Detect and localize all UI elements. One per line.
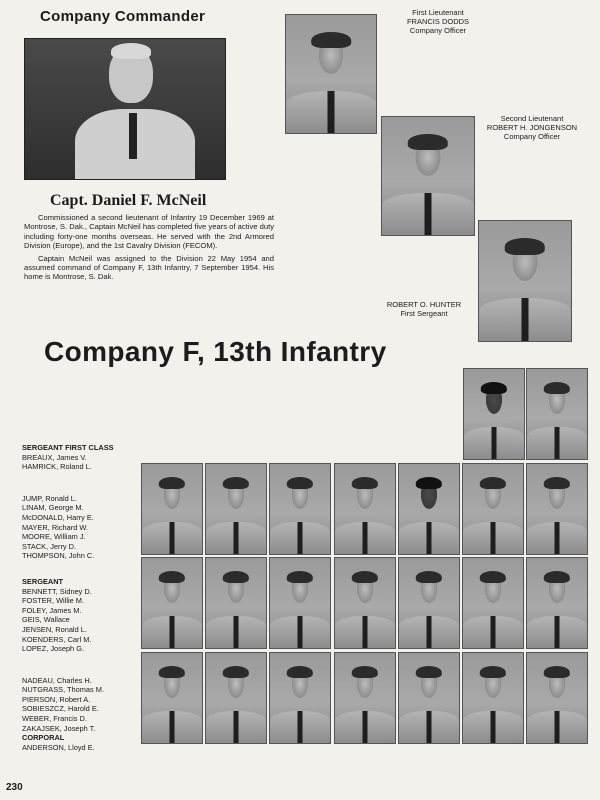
officer-photo-jongenson	[381, 116, 475, 236]
officer-caption-jongenson	[482, 114, 582, 141]
officer-name: ROBERT O. HUNTER	[386, 300, 462, 309]
roster-group	[22, 443, 140, 472]
roster-name: BENNETT, Sidney D.	[22, 586, 92, 596]
member-photo	[526, 652, 588, 744]
officer-caption-hunter	[378, 300, 470, 318]
member-photo	[398, 463, 460, 555]
officer-role: Company Officer	[409, 26, 467, 35]
officer-photo-dodds	[285, 14, 377, 134]
member-photo	[141, 557, 203, 649]
roster-name: McDONALD, Harry E.	[22, 512, 94, 522]
member-photo	[205, 652, 267, 744]
roster-rank-header: CORPORAL	[22, 733, 65, 743]
roster-name: ZAKAJSEK, Joseph T.	[22, 723, 96, 733]
member-photo	[269, 463, 331, 555]
roster-name: GEIS, Wallace	[22, 615, 70, 625]
roster-group	[22, 676, 140, 734]
roster-name: LINAM, George M.	[22, 503, 84, 513]
member-photo	[526, 368, 588, 460]
roster-group	[22, 577, 140, 654]
member-photo	[398, 557, 460, 649]
member-photo	[269, 652, 331, 744]
member-photo	[462, 652, 524, 744]
officer-rank: Second Lieutenant	[500, 114, 564, 123]
unit-title: Company F, 13th Infantry	[44, 336, 387, 367]
roster-name: PIERSON, Robert A.	[22, 694, 91, 704]
officer-name: ROBERT H. JONGENSON	[486, 123, 578, 132]
roster-name: FOLEY, James M.	[22, 605, 82, 615]
roster-name: MAYER, Richard W.	[22, 522, 88, 532]
roster-name: WEBER, Francis D.	[22, 714, 87, 724]
roster-name: FOSTER, Willie M.	[22, 596, 84, 606]
roster-name: MOORE, William J.	[22, 532, 86, 542]
member-photo	[334, 557, 396, 649]
member-photo	[205, 463, 267, 555]
commander-bio	[24, 213, 274, 285]
roster-name: ANDERSON, Lloyd E.	[22, 742, 95, 752]
roster-rank-header: SERGEANT	[22, 576, 64, 586]
roster-name: SOBIESZCZ, Harold E.	[22, 704, 99, 714]
officer-photo-hunter	[478, 220, 572, 342]
member-photo	[141, 652, 203, 744]
bio-paragraph: Commissioned a second lieutenant of Infantry 19 December 1969 at Montrose, S. Dak., Captain McNeil has completed five years of active duty including forty-one months overseas. He served with the 2nd Armored Division (Europe), and the 1st Cavalry Division (FECOM).	[24, 213, 274, 251]
roster-name: JENSEN, Ronald L.	[22, 624, 87, 634]
roster-name: BREAUX, James V.	[22, 452, 87, 462]
roster-group	[22, 733, 140, 752]
roster-name: KOENDERS, Carl M.	[22, 634, 92, 644]
roster-name: NUTGRASS, Thomas M.	[22, 685, 104, 695]
roster-name: LOPEZ, Joseph G.	[22, 644, 85, 654]
roster-rank-header: SERGEANT FIRST CLASS	[22, 443, 114, 452]
roster-group	[22, 494, 140, 561]
member-photo	[463, 368, 525, 460]
commander-photo	[24, 38, 226, 180]
officer-role: First Sergeant	[400, 309, 448, 318]
member-photo	[141, 463, 203, 555]
roster-name: NADEAU, Charles H.	[22, 675, 92, 685]
roster-name: THOMPSON, John C.	[22, 551, 95, 561]
roster-name: STACK, Jerry D.	[22, 541, 77, 551]
member-photo	[269, 557, 331, 649]
roster-name: HAMRICK, Roland L.	[22, 462, 92, 472]
commander-name: Capt. Daniel F. McNeil	[50, 192, 207, 209]
commander-heading: Company Commander	[40, 8, 206, 25]
member-photo	[334, 652, 396, 744]
officer-caption-dodds	[388, 8, 488, 35]
member-photo	[205, 557, 267, 649]
member-photo	[334, 463, 396, 555]
member-photo	[398, 652, 460, 744]
officer-rank: First Lieutenant	[412, 8, 464, 17]
roster-list	[22, 443, 140, 761]
officer-role: Company Officer	[503, 132, 561, 141]
member-photo	[526, 557, 588, 649]
page-number: 230	[6, 782, 23, 793]
officer-name: FRANCIS DODDS	[406, 17, 470, 26]
member-photo	[526, 463, 588, 555]
member-photo	[462, 463, 524, 555]
bio-paragraph: Captain McNeil was assigned to the Division 22 May 1954 and assumed command of Company F, 13th Infantry, 7 September 1954. His home is Montrose, S. Dak.	[24, 253, 274, 282]
member-photo	[462, 557, 524, 649]
roster-name: JUMP, Ronald L.	[22, 493, 77, 503]
